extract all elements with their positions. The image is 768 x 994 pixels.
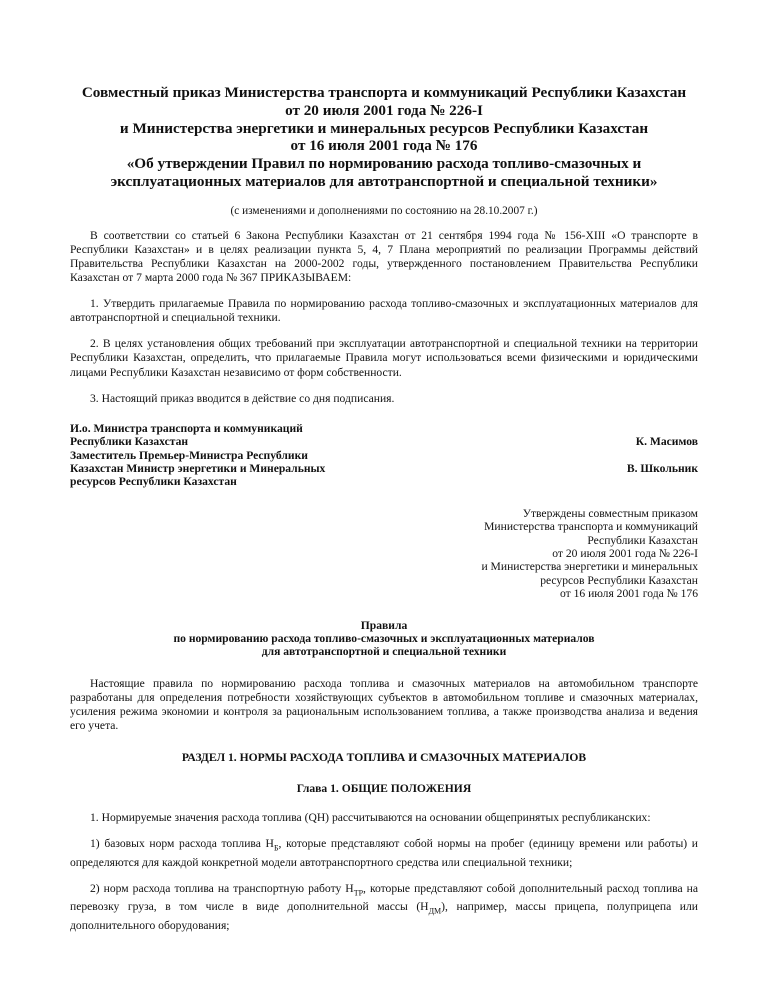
clause-1-1 <box>70 837 698 870</box>
approval-line: и Министерства энергетики и минеральных <box>481 560 698 574</box>
approval-line: Утверждены совместным приказом <box>522 506 698 520</box>
subscript: ДМ <box>428 906 442 916</box>
signatory-titles <box>70 422 370 489</box>
section-heading: РАЗДЕЛ 1. НОРМЫ РАСХОДА ТОПЛИВА И СМАЗОЧНЫХ МАТЕРИАЛОВ <box>181 751 587 765</box>
signatory-name: К. Масимов <box>635 434 698 448</box>
clause-1-2 <box>70 882 698 933</box>
document-title <box>70 84 698 191</box>
clause-text: , которые представляют собой нормы на пробег (единицу времени или работы) и определяются для каждой конкретной модели автотранспортного средства или специальной техники; <box>70 837 699 869</box>
signatory-names <box>627 422 698 489</box>
approval-line: от 16 июля 2001 года № 176 <box>559 587 698 601</box>
signatory-line: Заместитель Премьер-Министра Республики <box>70 448 308 462</box>
order-item-2: 2. В целях установления общих требований при эксплуатации автотранспортной и специальной техники на территории Республики Казахстан, определить, что прилагаемые Правила могут использоваться всеми физическими и юридическими лицами Республики Казахстан независимо от форм собственности. <box>70 337 698 379</box>
title-line: от 16 июля 2001 года № 176 <box>290 137 478 155</box>
subscript: ТР <box>353 888 364 898</box>
title-line: эксплуатационных материалов для автотранспортной и специальной техники» <box>110 172 658 190</box>
clause-text: 1) базовых норм расхода топлива Н <box>90 837 274 851</box>
clause-1: 1. Нормируемые значения расхода топлива (QН) рассчитываются на основании общепринятых республиканских: <box>90 811 651 825</box>
title-line: Совместный приказ Министерства транспорта и коммуникаций Республики Казахстан <box>81 84 687 101</box>
rules-title-line: для автотранспортной и специальной техники <box>261 645 507 659</box>
rules-intro-paragraph: Настоящие правила по нормированию расхода топлива и смазочных материалов на автомобильном транспорте разработаны для определения потребности хозяйствующих субъектов в автомобильном топливе и смазочных материалах, усиления режима экономии и контроля за рациональным использованием топлива, а также производства анализа и ведения его учета. <box>70 676 698 733</box>
clause-text: , которые представляют собой дополнительный расход топлива на перевозку груза, в том числе в виде дополнительной массы (Н <box>70 881 699 914</box>
title-line: «Об утверждении Правил по нормированию расхода топливо-смазочных и <box>126 155 642 173</box>
rules-title-line: Правила <box>360 618 408 632</box>
signature-block <box>70 422 698 489</box>
approval-line: ресурсов Республики Казахстан <box>540 573 698 587</box>
chapter-heading: Глава 1. ОБЩИЕ ПОЛОЖЕНИЯ <box>296 782 472 796</box>
title-line: и Министерства энергетики и минеральных ресурсов Республики Казахстан <box>119 119 649 137</box>
approval-line: Министерства транспорта и коммуникаций <box>484 520 698 534</box>
title-line: от 20 июля 2001 года № 226-I <box>285 101 483 119</box>
order-item-1: 1. Утвердить прилагаемые Правила по нормированию расхода топливо-смазочных и эксплуатационных материалов для автотранспортной и специальной техники. <box>70 297 698 325</box>
approval-line: Республики Казахстан <box>587 533 698 547</box>
clause-text: ), например, массы прицепа, полуприцепа или дополнительного оборудования; <box>70 900 698 932</box>
order-item-3: 3. Настоящий приказ вводится в действие со дня подписания. <box>90 391 395 405</box>
signatory-line: Казахстан Министр энергетики и Минеральных <box>70 461 326 475</box>
rules-title-line: по нормированию расхода топливо-смазочных и эксплуатационных материалов <box>173 632 595 645</box>
preamble-paragraph: В соответствии со статьей 6 Закона Республики Казахстан от 21 сентября 1994 года № 156-XIII «О транспорте в Республики Казахстан» и в целях реализации пункта 5, 4, 7 Плана мероприятий по реализации Программы действий Правительства Республики Казахстан на 2000-2002 годы, утвержденного постановлением Правительства Республики Казахстан от 7 марта 2000 года № 367 ПРИКАЗЫВАЕМ: <box>70 228 698 285</box>
amendment-note: (с изменениями и дополнениями по состоянию на 28.10.2007 г.) <box>230 204 538 217</box>
subscript: Б <box>273 843 279 853</box>
signatory-name: В. Школьник <box>626 462 698 476</box>
rules-title <box>70 619 698 659</box>
approval-line: от 20 июля 2001 года № 226-I <box>552 546 698 560</box>
signatory-line: ресурсов Республики Казахстан <box>70 475 237 489</box>
approval-stamp-text <box>70 507 698 601</box>
signatory-line: И.о. Министра транспорта и коммуникаций <box>70 421 303 435</box>
signatory-line: Республики Казахстан <box>70 435 189 449</box>
clause-text: 2) норм расхода топлива на транспортную работу Н <box>90 881 354 895</box>
